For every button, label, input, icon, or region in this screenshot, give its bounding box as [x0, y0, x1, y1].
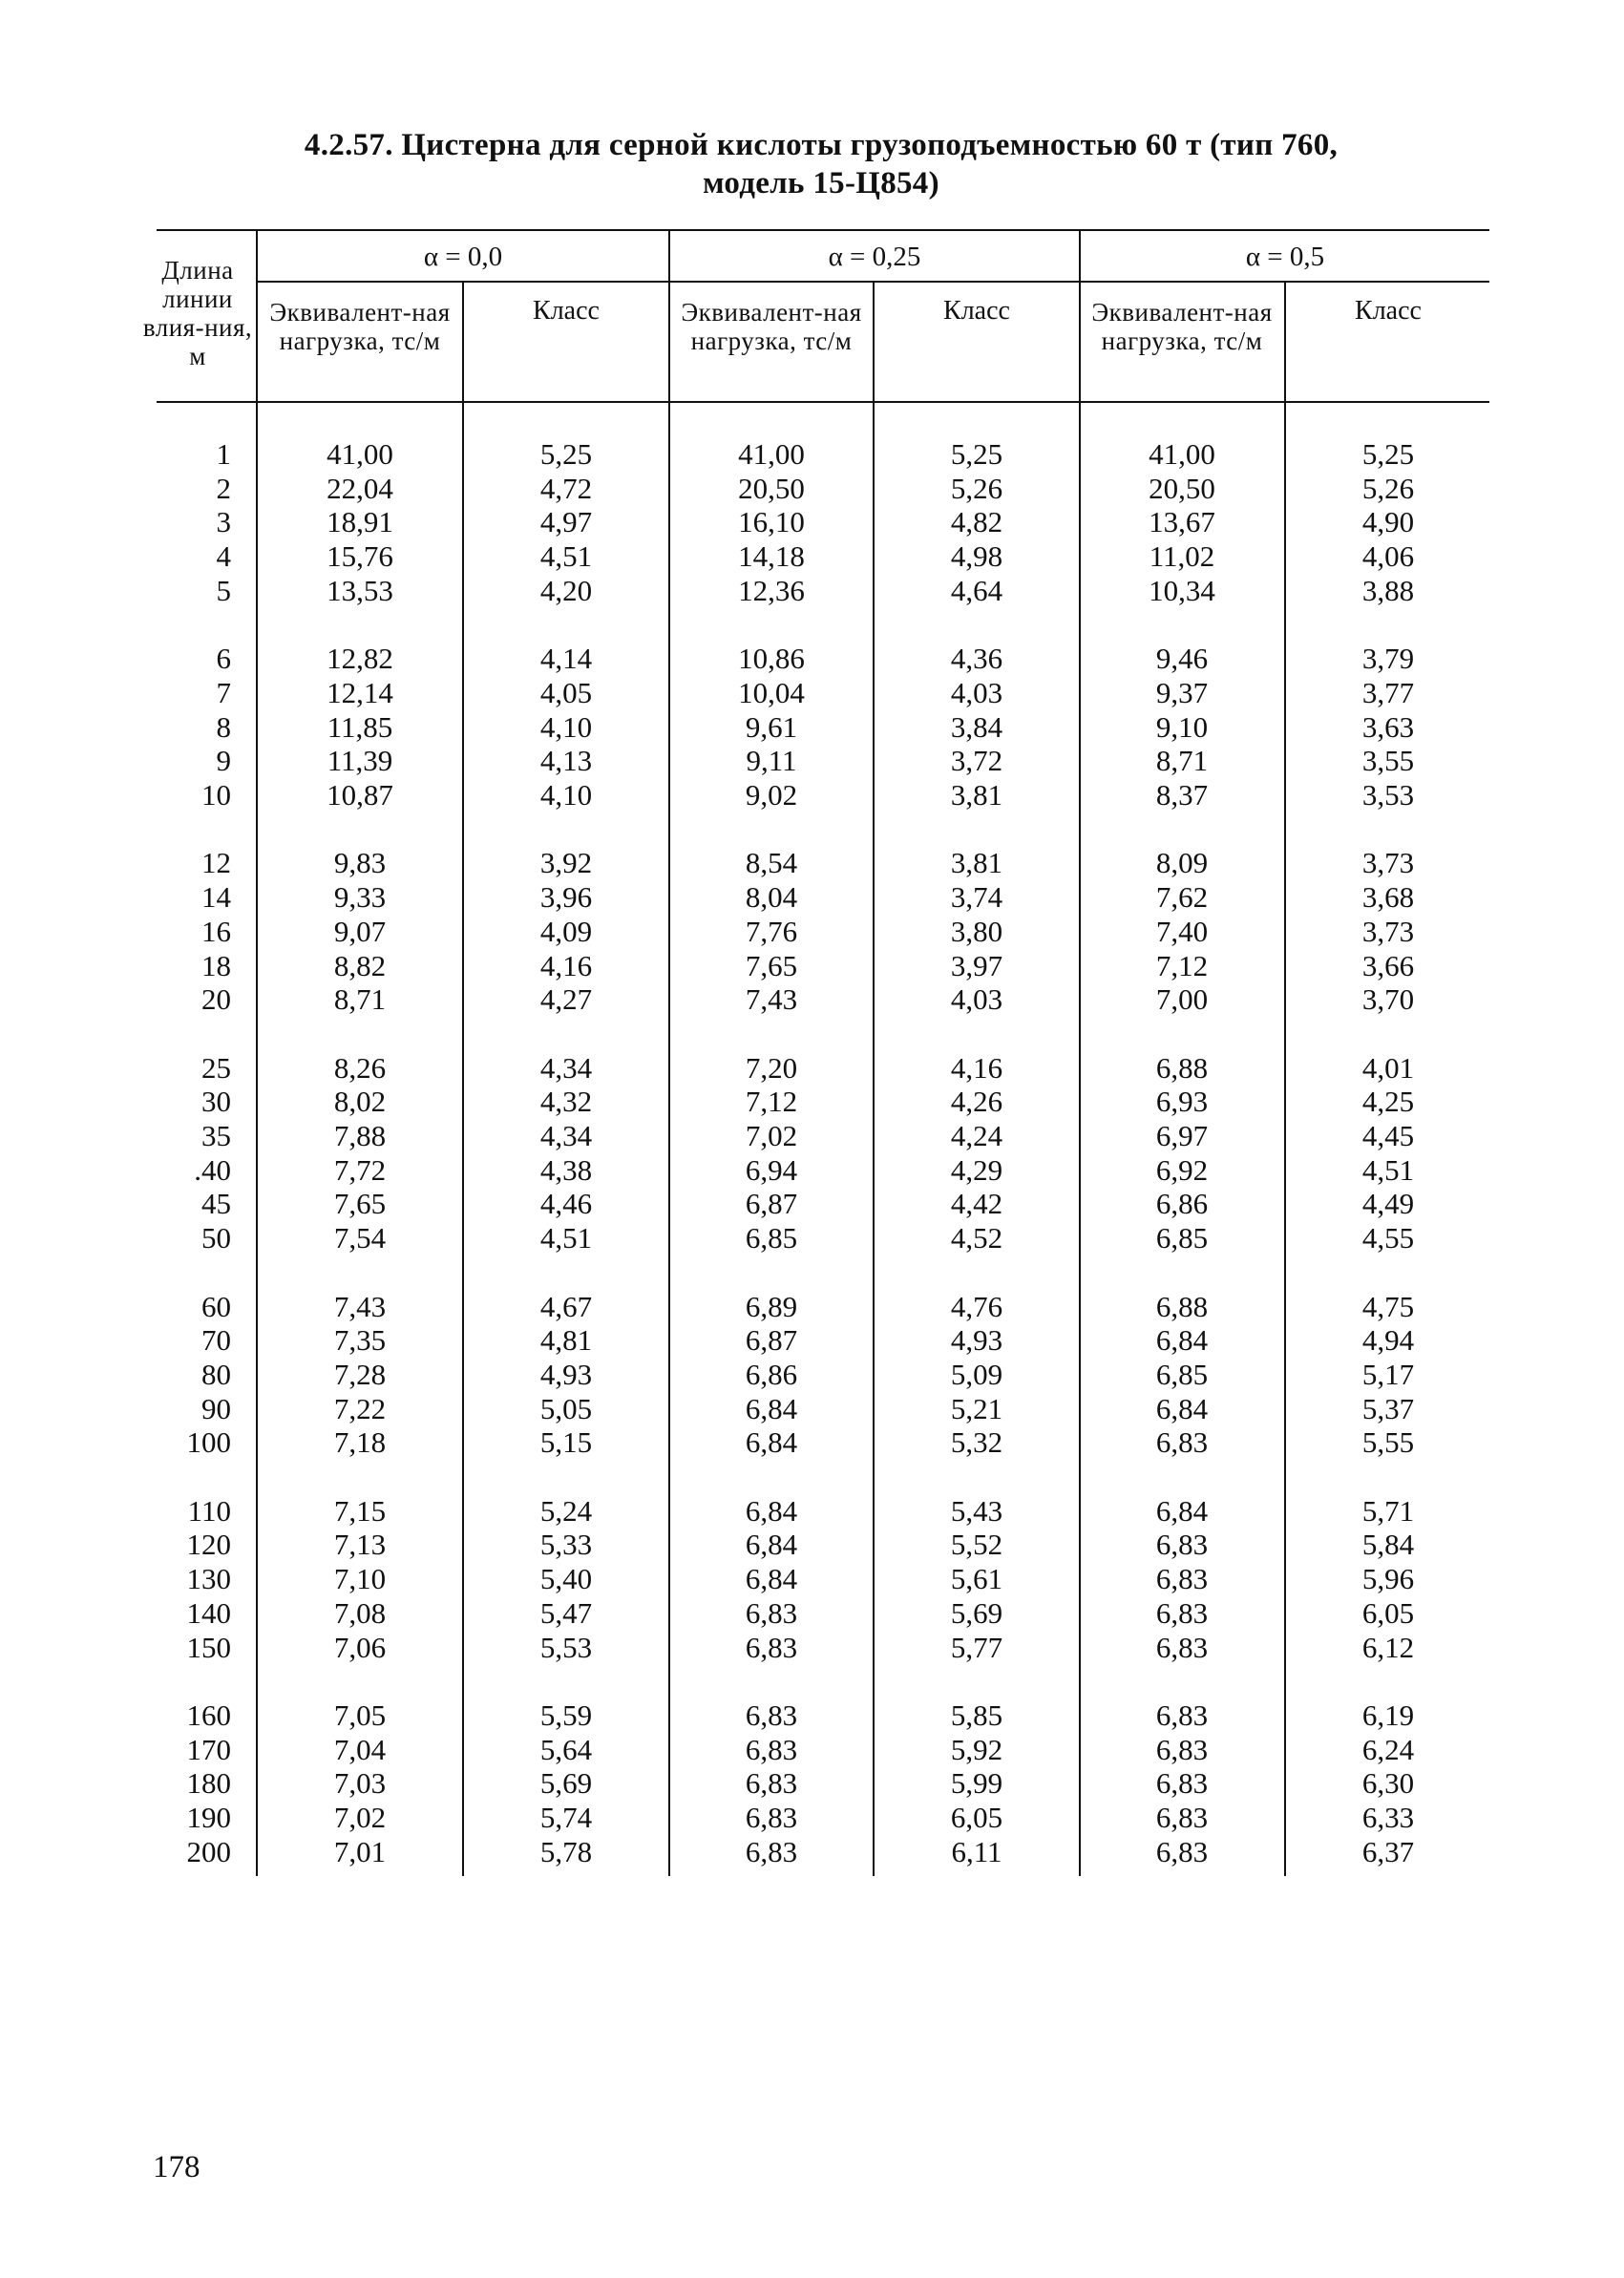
load-cell: 6,83	[1155, 1801, 1209, 1834]
length-cell: 200	[186, 1835, 231, 1868]
load-cell: 15,76	[327, 539, 393, 573]
load-cell: 12,14	[327, 676, 393, 709]
class-cell: 4,01	[1361, 1051, 1415, 1085]
load-cell: 6,83	[745, 1766, 798, 1800]
class-cell: 3,74	[950, 880, 1003, 914]
load-cell: 6,84	[1155, 1323, 1209, 1357]
class-cell: 4,51	[1361, 1153, 1415, 1187]
class-cell: 6,19	[1361, 1698, 1415, 1732]
class-cell: 3,73	[1361, 846, 1415, 879]
length-cell: 50	[201, 1221, 231, 1255]
load-cell: 8,82	[333, 949, 387, 982]
class-cell: 4,36	[950, 642, 1003, 675]
class-cell: 5,92	[950, 1733, 1003, 1766]
class-cell: 4,76	[950, 1290, 1003, 1323]
load-cell: 10,87	[327, 778, 393, 812]
load-cell: 6,83	[1155, 1425, 1209, 1459]
class-cell: 5,40	[539, 1562, 593, 1595]
class-cell: 4,51	[539, 1221, 593, 1255]
load-cell: 7,10	[333, 1562, 387, 1595]
class-cell: 5,77	[950, 1631, 1003, 1664]
class-column-header: Класс	[533, 296, 600, 326]
class-cell: 4,26	[950, 1085, 1003, 1118]
class-cell: 3,63	[1361, 710, 1415, 744]
load-cell: 7,54	[333, 1221, 387, 1255]
class-cell: 4,06	[1361, 539, 1415, 573]
class-cell: 4,93	[539, 1358, 593, 1391]
class-cell: 5,85	[950, 1698, 1003, 1732]
class-cell: 6,33	[1361, 1801, 1415, 1834]
class-cell: 4,10	[539, 710, 593, 744]
length-header-text: Длина линии влия-ния, м	[142, 256, 253, 370]
class-cell: 5,53	[539, 1631, 593, 1664]
load-cell: 9,10	[1155, 710, 1209, 744]
class-cell: 3,73	[1361, 915, 1415, 948]
load-cell: 10,34	[1149, 574, 1215, 607]
length-cell: 3	[216, 505, 231, 538]
load-cell: 7,01	[333, 1835, 387, 1868]
class-cell: 4,49	[1361, 1187, 1415, 1220]
class-cell: 5,37	[1361, 1392, 1415, 1425]
class-cell: 4,45	[1361, 1119, 1415, 1152]
load-cell: 7,02	[333, 1801, 387, 1834]
load-cell: 9,61	[745, 710, 798, 744]
load-cell: 12,82	[327, 642, 393, 675]
class-cell: 5,61	[950, 1562, 1003, 1595]
class-cell: 6,12	[1361, 1631, 1415, 1664]
table-top-rule	[157, 229, 1489, 231]
load-cell: 6,84	[745, 1392, 798, 1425]
load-cell: 6,89	[745, 1290, 798, 1323]
length-cell: 20	[201, 982, 231, 1016]
table-title-line-1: 4.2.57. Цистерна для серной кислоты грузоподъемностью 60 т (тип 760,	[304, 128, 1339, 162]
load-cell: 6,83	[745, 1698, 798, 1732]
load-cell: 6,83	[1155, 1733, 1209, 1766]
length-cell: 16	[201, 915, 231, 948]
class-cell: 4,09	[539, 915, 593, 948]
load-cell: 8,09	[1155, 846, 1209, 879]
load-cell: 9,07	[333, 915, 387, 948]
class-cell: 5,25	[950, 437, 1003, 471]
load-cell: 13,53	[327, 574, 393, 607]
load-cell: 6,88	[1155, 1290, 1209, 1323]
load-cell: 7,13	[333, 1528, 387, 1561]
class-cell: 4,29	[950, 1153, 1003, 1187]
load-cell: 7,65	[333, 1187, 387, 1220]
class-cell: 6,05	[950, 1801, 1003, 1834]
class-cell: 5,96	[1361, 1562, 1415, 1595]
class-cell: 4,51	[539, 539, 593, 573]
load-cell: 6,85	[745, 1221, 798, 1255]
load-cell: 11,02	[1149, 539, 1215, 573]
load-cell: 6,88	[1155, 1051, 1209, 1085]
load-cell: 6,83	[745, 1835, 798, 1868]
load-cell: 6,97	[1155, 1119, 1209, 1152]
class-cell: 4,16	[950, 1051, 1003, 1085]
load-cell: 10,86	[738, 642, 805, 675]
load-cell: 13,67	[1149, 505, 1215, 538]
class-cell: 4,05	[539, 676, 593, 709]
load-cell: 9,02	[745, 778, 798, 812]
length-cell: 60	[201, 1290, 231, 1323]
load-cell: 7,06	[333, 1631, 387, 1664]
load-cell: 7,03	[333, 1766, 387, 1800]
load-cell: 8,71	[1155, 744, 1209, 777]
column-divider	[873, 281, 875, 1876]
load-cell: 7,02	[745, 1119, 798, 1152]
load-cell: 6,83	[745, 1801, 798, 1834]
class-cell: 4,55	[1361, 1221, 1415, 1255]
load-cell: 7,08	[333, 1596, 387, 1630]
load-cell: 8,04	[745, 880, 798, 914]
length-cell: 4	[216, 539, 231, 573]
length-cell: 2	[216, 472, 231, 505]
table-title-line-2: модель 15-Ц854)	[703, 166, 939, 200]
class-cell: 4,52	[950, 1221, 1003, 1255]
length-cell: 8	[216, 710, 231, 744]
length-cell: 100	[186, 1425, 231, 1459]
class-cell: 3,53	[1361, 778, 1415, 812]
class-cell: 4,10	[539, 778, 593, 812]
load-column-header: Эквивалент-ная нагрузка, тс/м	[681, 298, 862, 355]
length-cell: 160	[186, 1698, 231, 1732]
length-column-header	[141, 256, 254, 370]
length-cell: 6	[216, 642, 231, 675]
class-cell: 6,24	[1361, 1733, 1415, 1766]
load-cell: 20,50	[738, 472, 805, 505]
load-cell: 6,85	[1155, 1358, 1209, 1391]
length-cell: 80	[201, 1358, 231, 1391]
load-cell: 6,93	[1155, 1085, 1209, 1118]
length-cell: 140	[186, 1596, 231, 1630]
class-cell: 4,81	[539, 1323, 593, 1357]
load-cell: 6,84	[745, 1494, 798, 1528]
class-cell: 4,25	[1361, 1085, 1415, 1118]
length-cell: 120	[186, 1528, 231, 1561]
class-cell: 4,03	[950, 982, 1003, 1016]
load-cell: 9,33	[333, 880, 387, 914]
load-cell: 6,84	[745, 1562, 798, 1595]
class-cell: 5,84	[1361, 1528, 1415, 1561]
class-cell: 4,38	[539, 1153, 593, 1187]
load-cell: 6,84	[745, 1425, 798, 1459]
class-cell: 4,64	[950, 574, 1003, 607]
load-cell: 7,12	[1155, 949, 1209, 982]
load-cell: 7,22	[333, 1392, 387, 1425]
class-cell: 4,82	[950, 505, 1003, 538]
load-cell: 6,84	[1155, 1494, 1209, 1528]
class-cell: 4,24	[950, 1119, 1003, 1152]
class-cell: 3,66	[1361, 949, 1415, 982]
column-divider	[668, 229, 670, 1876]
class-cell: 4,34	[539, 1119, 593, 1152]
class-cell: 5,43	[950, 1494, 1003, 1528]
load-cell: 7,43	[745, 982, 798, 1016]
column-divider	[1079, 229, 1081, 1876]
load-cell: 7,65	[745, 949, 798, 982]
class-cell: 3,88	[1361, 574, 1415, 607]
class-cell: 5,25	[539, 437, 593, 471]
load-cell: 6,83	[1155, 1562, 1209, 1595]
class-cell: 3,96	[539, 880, 593, 914]
load-column-header: Эквивалент-ная нагрузка, тс/м	[1091, 298, 1273, 355]
class-cell: 3,92	[539, 846, 593, 879]
load-cell: 6,84	[745, 1528, 798, 1561]
length-cell: 5	[216, 574, 231, 607]
class-cell: 4,90	[1361, 505, 1415, 538]
load-cell: 6,83	[745, 1596, 798, 1630]
class-cell: 4,32	[539, 1085, 593, 1118]
alpha-header-0: α = 0,0	[423, 242, 503, 272]
load-cell: 14,18	[738, 539, 805, 573]
class-cell: 5,33	[539, 1528, 593, 1561]
column-divider	[256, 229, 258, 1876]
table-title	[172, 126, 1470, 202]
load-cell: 6,83	[1155, 1631, 1209, 1664]
class-cell: 4,93	[950, 1323, 1003, 1357]
load-cell: 16,10	[738, 505, 805, 538]
class-cell: 6,30	[1361, 1766, 1415, 1800]
load-cell: 9,37	[1155, 676, 1209, 709]
load-cell: 6,85	[1155, 1221, 1209, 1255]
load-cell: 18,91	[327, 505, 393, 538]
load-cell: 6,87	[745, 1187, 798, 1220]
length-cell: 45	[201, 1187, 231, 1220]
load-cell: 7,05	[333, 1698, 387, 1732]
load-cell: 6,86	[1155, 1187, 1209, 1220]
class-cell: 4,72	[539, 472, 593, 505]
class-cell: 6,37	[1361, 1835, 1415, 1868]
load-cell: 7,72	[333, 1153, 387, 1187]
class-cell: 4,42	[950, 1187, 1003, 1220]
length-cell: 12	[201, 846, 231, 879]
length-cell: .40	[194, 1153, 231, 1187]
class-cell: 5,32	[950, 1425, 1003, 1459]
load-cell: 7,40	[1155, 915, 1209, 948]
load-cell: 7,12	[745, 1085, 798, 1118]
class-cell: 4,97	[539, 505, 593, 538]
alpha-header-025: α = 0,25	[828, 242, 921, 272]
page-number: 178	[153, 2150, 200, 2184]
length-cell: 110	[187, 1494, 231, 1528]
length-cell: 18	[201, 949, 231, 982]
load-cell: 10,04	[738, 676, 805, 709]
load-cell: 7,76	[745, 915, 798, 948]
class-column-header: Класс	[943, 296, 1010, 326]
header-bottom-rule	[157, 401, 1489, 403]
class-cell: 5,78	[539, 1835, 593, 1868]
class-cell: 5,15	[539, 1425, 593, 1459]
length-cell: 90	[201, 1392, 231, 1425]
class-cell: 4,13	[539, 744, 593, 777]
class-cell: 5,26	[1361, 472, 1415, 505]
length-cell: 190	[186, 1801, 231, 1834]
class-cell: 3,80	[950, 915, 1003, 948]
class-cell: 4,27	[539, 982, 593, 1016]
class-cell: 5,24	[539, 1494, 593, 1528]
class-cell: 5,26	[950, 472, 1003, 505]
load-cell: 6,86	[745, 1358, 798, 1391]
class-cell: 3,97	[950, 949, 1003, 982]
class-cell: 4,67	[539, 1290, 593, 1323]
load-cell: 6,83	[745, 1631, 798, 1664]
length-cell: 150	[186, 1631, 231, 1664]
class-cell: 6,11	[951, 1835, 1002, 1868]
class-cell: 3,68	[1361, 880, 1415, 914]
class-cell: 4,75	[1361, 1290, 1415, 1323]
load-cell: 7,28	[333, 1358, 387, 1391]
class-cell: 5,52	[950, 1528, 1003, 1561]
load-cell: 9,83	[333, 846, 387, 879]
class-cell: 3,79	[1361, 642, 1415, 675]
load-cell: 41,00	[327, 437, 393, 471]
load-cell: 20,50	[1149, 472, 1215, 505]
load-cell: 6,83	[1155, 1528, 1209, 1561]
load-cell: 9,11	[746, 744, 797, 777]
class-cell: 4,14	[539, 642, 593, 675]
load-cell: 41,00	[1149, 437, 1215, 471]
class-cell: 4,46	[539, 1187, 593, 1220]
class-column-header: Класс	[1355, 296, 1422, 326]
alpha-header-05: α = 0,5	[1245, 242, 1325, 272]
column-divider	[1284, 281, 1286, 1876]
class-cell: 5,69	[950, 1596, 1003, 1630]
class-cell: 6,05	[1361, 1596, 1415, 1630]
length-cell: 180	[186, 1766, 231, 1800]
class-cell: 5,64	[539, 1733, 593, 1766]
load-cell: 6,84	[1155, 1392, 1209, 1425]
load-cell: 7,00	[1155, 982, 1209, 1016]
load-cell: 11,39	[327, 744, 393, 777]
class-cell: 3,84	[950, 710, 1003, 744]
load-cell: 6,83	[1155, 1766, 1209, 1800]
class-cell: 5,74	[539, 1801, 593, 1834]
class-cell: 3,77	[1361, 676, 1415, 709]
class-cell: 4,20	[539, 574, 593, 607]
class-cell: 5,05	[539, 1392, 593, 1425]
length-cell: 30	[201, 1085, 231, 1118]
class-cell: 5,17	[1361, 1358, 1415, 1391]
class-cell: 4,03	[950, 676, 1003, 709]
class-cell: 5,55	[1361, 1425, 1415, 1459]
load-cell: 22,04	[327, 472, 393, 505]
load-cell: 8,37	[1155, 778, 1209, 812]
length-cell: 7	[216, 676, 231, 709]
class-cell: 4,98	[950, 539, 1003, 573]
load-cell: 6,83	[1155, 1596, 1209, 1630]
load-cell: 7,35	[333, 1323, 387, 1357]
load-cell: 7,04	[333, 1733, 387, 1766]
length-cell: 10	[201, 778, 231, 812]
length-cell: 9	[216, 744, 231, 777]
load-cell: 7,18	[333, 1425, 387, 1459]
class-cell: 3,70	[1361, 982, 1415, 1016]
class-cell: 5,21	[950, 1392, 1003, 1425]
length-cell: 170	[186, 1733, 231, 1766]
load-cell: 6,87	[745, 1323, 798, 1357]
class-cell: 3,72	[950, 744, 1003, 777]
load-cell: 7,15	[333, 1494, 387, 1528]
load-cell: 11,85	[327, 710, 393, 744]
load-cell: 6,83	[745, 1733, 798, 1766]
length-cell: 70	[201, 1323, 231, 1357]
class-cell: 4,34	[539, 1051, 593, 1085]
class-cell: 3,81	[950, 846, 1003, 879]
class-cell: 5,25	[1361, 437, 1415, 471]
class-cell: 5,69	[539, 1766, 593, 1800]
class-cell: 5,71	[1361, 1494, 1415, 1528]
length-cell: 130	[186, 1562, 231, 1595]
load-cell: 6,92	[1155, 1153, 1209, 1187]
class-cell: 3,81	[950, 778, 1003, 812]
load-cell: 7,20	[745, 1051, 798, 1085]
class-cell: 5,09	[950, 1358, 1003, 1391]
load-cell: 6,83	[1155, 1698, 1209, 1732]
class-cell: 4,94	[1361, 1323, 1415, 1357]
load-cell: 12,36	[738, 574, 805, 607]
class-cell: 5,99	[950, 1766, 1003, 1800]
load-cell: 8,02	[333, 1085, 387, 1118]
load-cell: 9,46	[1155, 642, 1209, 675]
load-cell: 6,94	[745, 1153, 798, 1187]
load-column-header: Эквивалент-ная нагрузка, тс/м	[269, 298, 451, 355]
load-cell: 8,71	[333, 982, 387, 1016]
class-cell: 5,47	[539, 1596, 593, 1630]
class-cell: 4,16	[539, 949, 593, 982]
load-cell: 41,00	[738, 437, 805, 471]
load-cell: 8,54	[745, 846, 798, 879]
class-cell: 3,55	[1361, 744, 1415, 777]
load-cell: 6,83	[1155, 1835, 1209, 1868]
load-cell: 7,62	[1155, 880, 1209, 914]
load-cell: 8,26	[333, 1051, 387, 1085]
column-divider	[462, 281, 464, 1876]
load-cell: 7,88	[333, 1119, 387, 1152]
length-cell: 35	[201, 1119, 231, 1152]
length-cell: 25	[201, 1051, 231, 1085]
load-cell: 7,43	[333, 1290, 387, 1323]
class-cell: 5,59	[539, 1698, 593, 1732]
length-cell: 14	[201, 880, 231, 914]
length-cell: 1	[216, 437, 231, 471]
